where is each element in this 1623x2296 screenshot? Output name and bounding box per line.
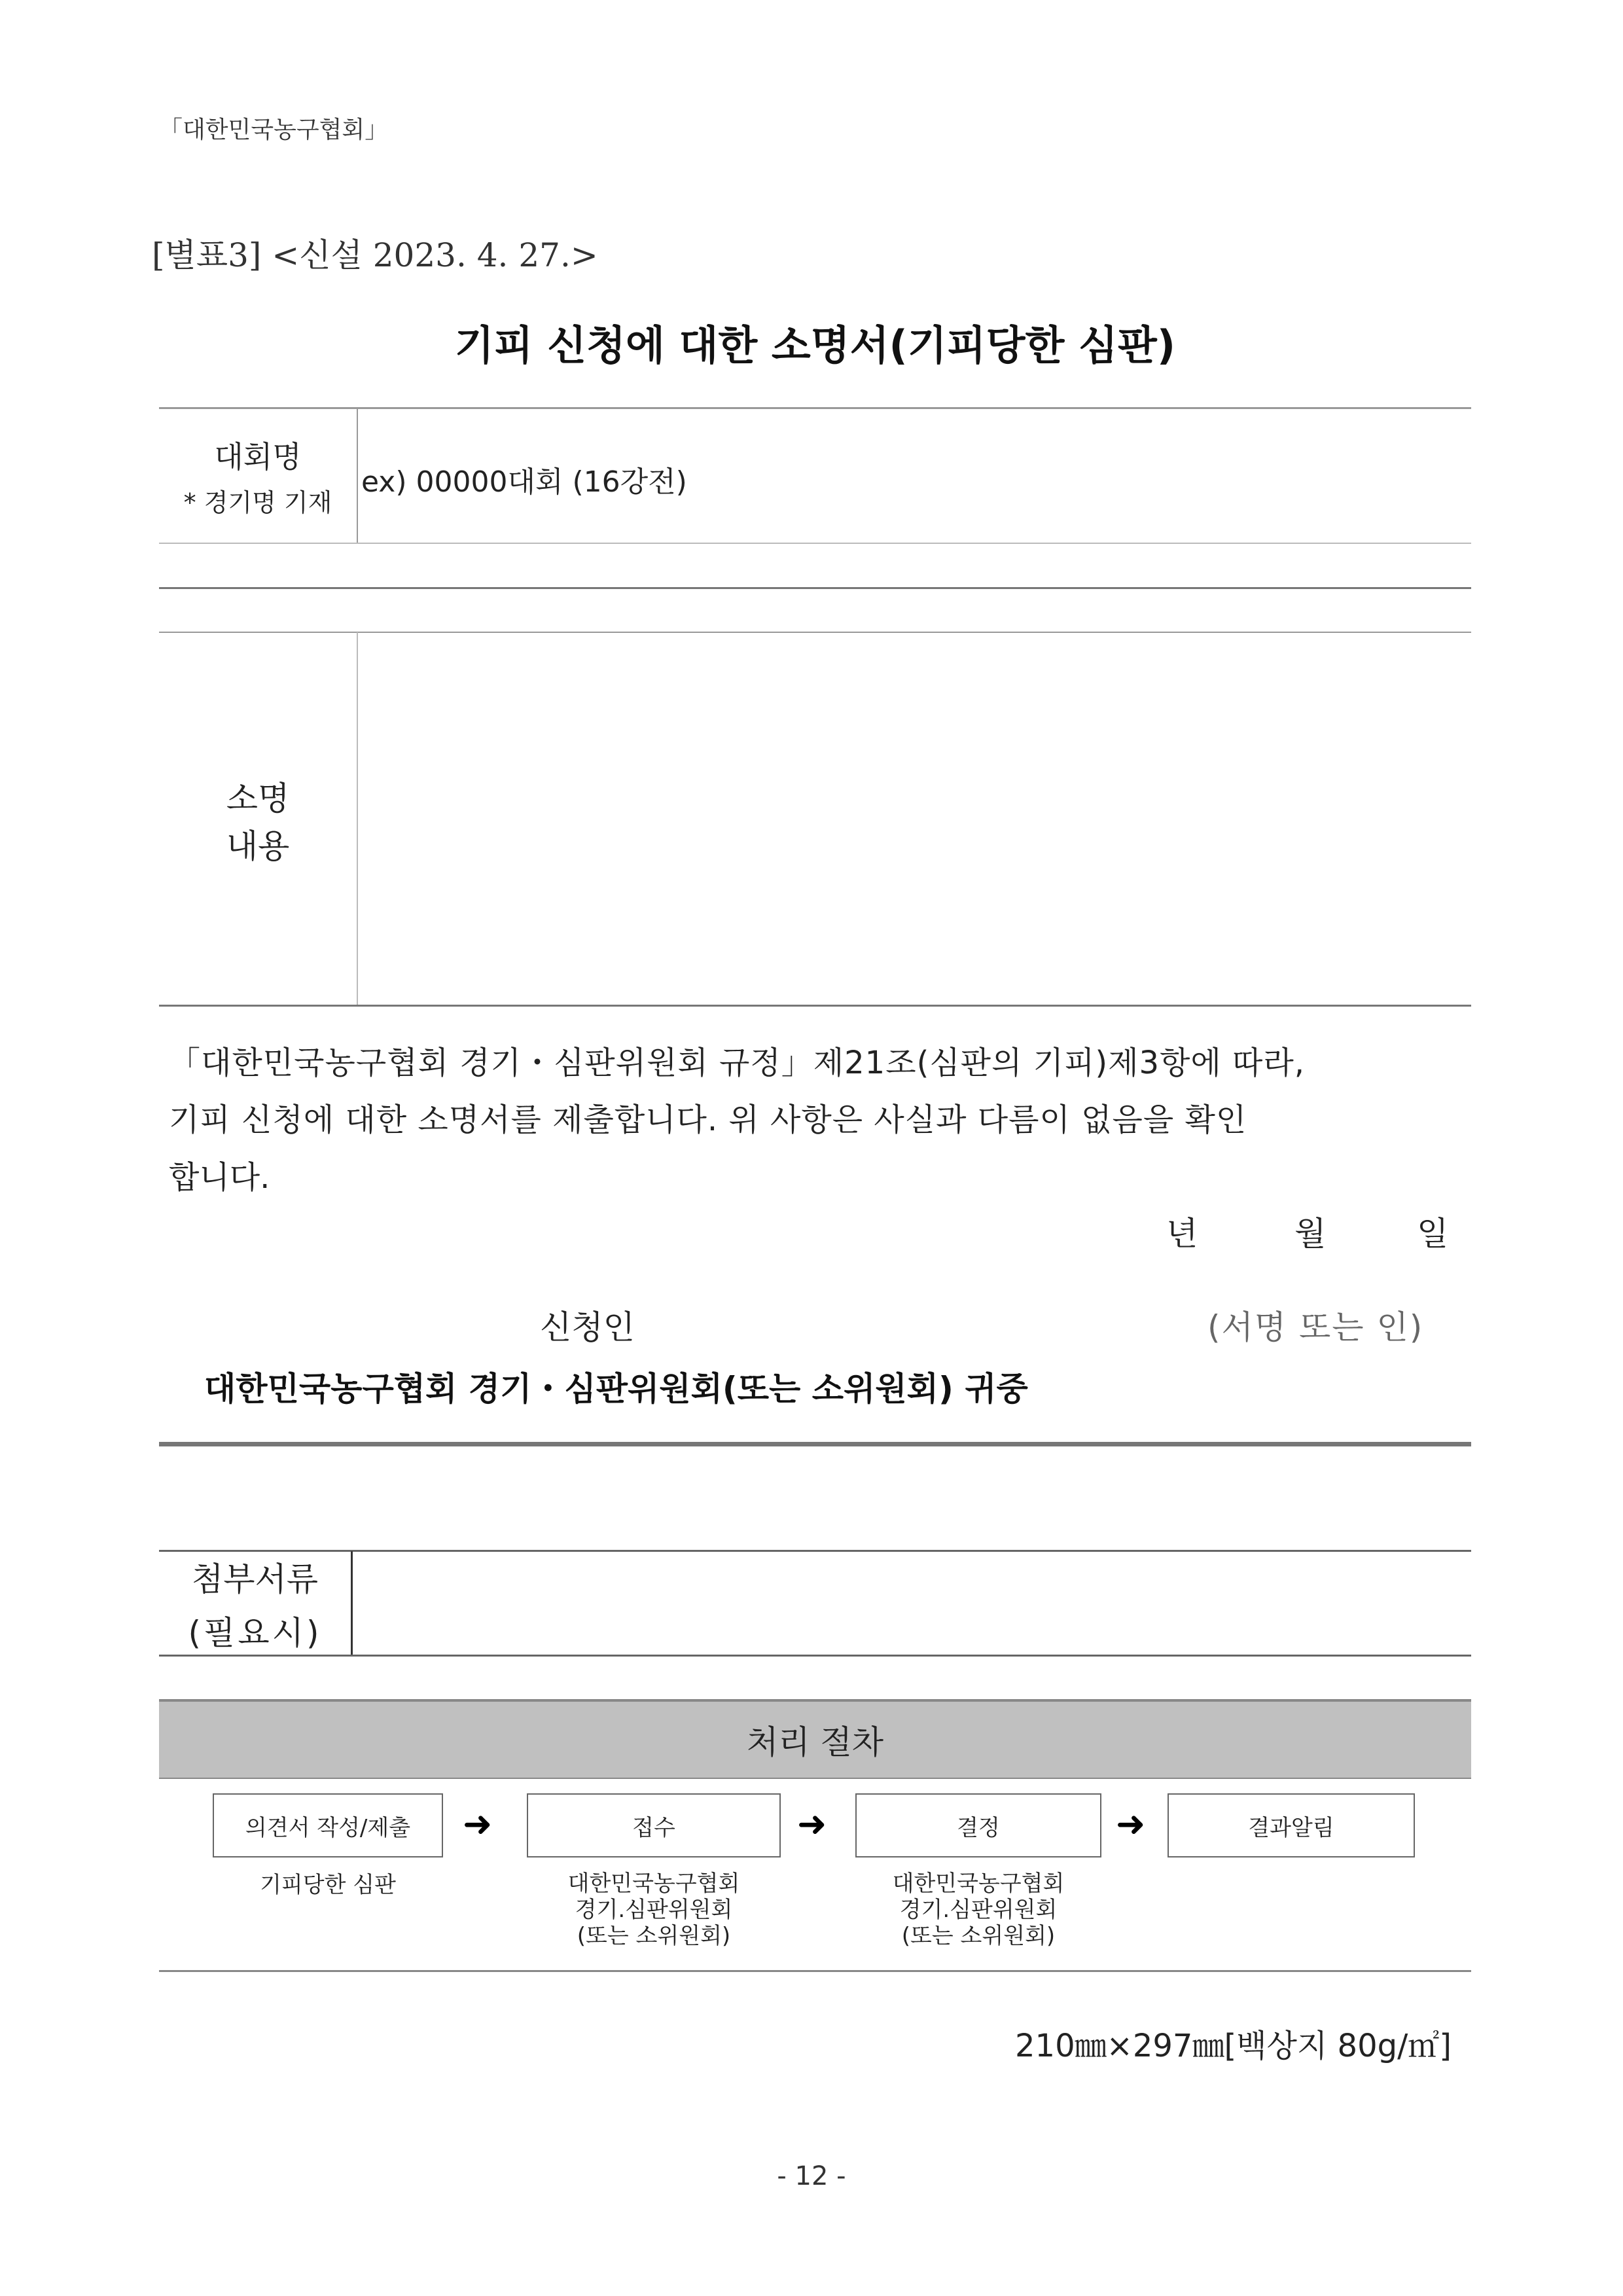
- attachments-bottom-border: [159, 1655, 1471, 1657]
- procedure-header-bottom: [159, 1778, 1471, 1779]
- paper-spec: 210㎜×297㎜[백상지 80g/㎡]: [1015, 2028, 1452, 2064]
- arrow-right-icon: ➜: [1116, 1803, 1146, 1844]
- step-decision-caption-line3: (또는 소위원회): [901, 1923, 1056, 1949]
- step-receipt-caption-line3: (또는 소위원회): [577, 1923, 731, 1949]
- explanation-bottom-border: [159, 1005, 1471, 1007]
- step-receipt-caption-line2: 경기.심판위원회: [575, 1897, 733, 1923]
- table-top-border: [159, 407, 1471, 409]
- step-result-notice: 결과알림: [1168, 1793, 1415, 1857]
- header-org: 「대한민국농구협회」: [159, 117, 389, 143]
- attachments-label-line1: 첨부서류: [191, 1560, 319, 1598]
- explanation-divider: [357, 632, 358, 1005]
- page-title: 기피 신청에 대한 소명서(기피당한 심판): [454, 321, 1176, 369]
- explanation-label-line2: 내용: [226, 827, 290, 865]
- step-decision: 결정: [855, 1793, 1101, 1857]
- applicant-sign: (서명 또는 인): [1207, 1308, 1424, 1346]
- step-receipt-caption-line1: 대한민국농구협회: [567, 1871, 740, 1897]
- attachments-divider: [351, 1551, 353, 1655]
- attachments-label-line2: (필요시): [188, 1614, 322, 1652]
- competition-label: 대회명: [214, 439, 302, 475]
- page-number: - 12 -: [777, 2161, 846, 2191]
- competition-bottom-border: [159, 543, 1471, 544]
- attachments-top-border: [159, 1550, 1471, 1552]
- date-year: 년: [1166, 1215, 1198, 1253]
- arrow-right-icon: ➜: [797, 1803, 827, 1844]
- competition-value[interactable]: ex) 00000대회 (16강전): [361, 465, 687, 499]
- statement-line2: 기피 신청에 대한 소명서를 제출합니다. 위 사항은 사실과 다름이 없음을 확인: [169, 1102, 1247, 1138]
- statement-line1: 「대한민국농구협회 경기・심판위원회 규정」제21조(심판의 기피)제3항에 따라,: [169, 1045, 1306, 1081]
- procedure-title: 처리 절차: [746, 1723, 884, 1761]
- step-decision-caption-line1: 대한민국농구협회: [892, 1871, 1065, 1897]
- explanation-label-line1: 소명: [226, 780, 290, 817]
- statement-line3: 합니다.: [169, 1159, 270, 1196]
- competition-divider: [357, 408, 358, 543]
- explanation-field[interactable]: [361, 635, 1467, 1001]
- attachments-field[interactable]: [357, 1554, 1469, 1652]
- recipient: 대한민국농구협회 경기・심판위원회(또는 소위원회) 귀중: [204, 1370, 1028, 1408]
- step-decision-caption-line2: 경기.심판위원회: [899, 1897, 1058, 1923]
- section-divider: [159, 587, 1471, 589]
- step-opinion-submit: 의견서 작성/제출: [213, 1793, 443, 1857]
- procedure-bottom-border: [159, 1970, 1471, 1972]
- date-month: 월: [1294, 1215, 1327, 1253]
- arrow-right-icon: ➜: [463, 1803, 493, 1844]
- appendix-label: [별표3] <신설 2023. 4. 27.>: [152, 236, 598, 274]
- competition-note: * 경기명 기재: [183, 488, 332, 517]
- signature-section-border: [159, 1442, 1471, 1446]
- explanation-top-border: [159, 632, 1471, 633]
- applicant-label: 신청인: [540, 1308, 635, 1346]
- date-day: 일: [1417, 1215, 1449, 1253]
- step-opinion-caption: 기피당한 심판: [260, 1872, 396, 1898]
- step-receipt: 접수: [527, 1793, 781, 1857]
